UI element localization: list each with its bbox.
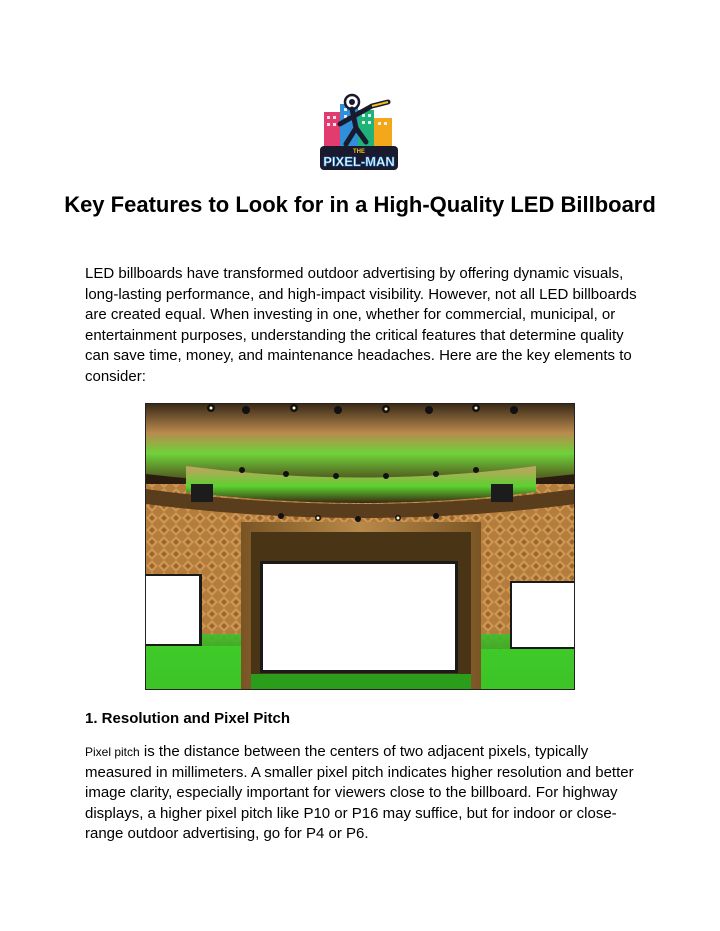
logo-line1: THE	[353, 149, 365, 155]
term-pixel-pitch: Pixel pitch	[85, 745, 140, 759]
section-body: is the distance between the centers of two adjacent pixels, typically measured in millimeters. A smaller pixel pitch indicates higher resolution and better image clarity, especially important for viewers close to the billboard. For highway displays, a higher pixel pitch like P10 or P16 may suffice, but for indoor or close-range outdoor advertising, go for P4 or P6.	[85, 743, 634, 842]
pixel-man-logo	[318, 90, 400, 174]
section-heading: 1. Resolution and Pixel Pitch	[85, 710, 291, 727]
auditorium-led-screen-image	[145, 403, 575, 690]
intro-paragraph: LED billboards have transformed outdoor advertising by offering dynamic visuals, long-lasting performance, and high-impact visibility. However, not all LED billboards are created equal. When investing in one, whether for commercial, municipal, or entertainment purposes, understanding the critical features that determine quality can save time, money, and maintenance headaches. Here are the key elements to consider:	[85, 265, 637, 385]
section-paragraph	[85, 742, 645, 845]
logo-line2: PIXEL-MAN	[323, 154, 395, 169]
page-title: Key Features to Look for in a High-Quality LED Billboard	[64, 192, 656, 217]
